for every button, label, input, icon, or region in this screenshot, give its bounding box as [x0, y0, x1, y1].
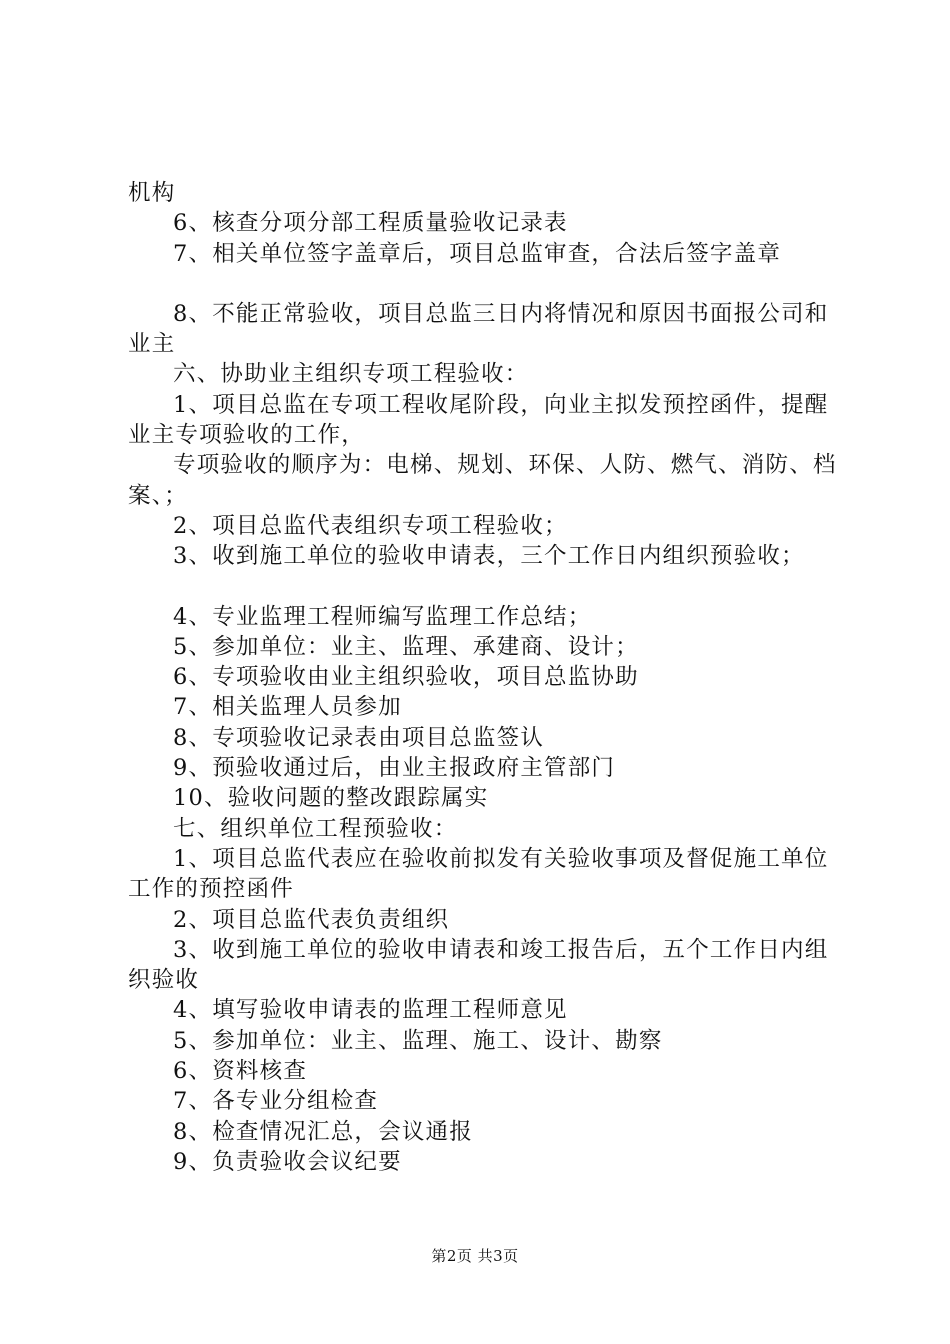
paragraph: 3、收到施工单位的验收申请表，三个工作日内组织预验收；: [173, 543, 805, 570]
paragraph: 2、项目总监代表负责组织: [173, 906, 450, 933]
paragraph: 1、项目总监在专项工程收尾阶段，向业主拟发预控函件，提醒业主专项验收的工作，: [128, 391, 829, 449]
paragraph: 2、项目总监代表组织专项工程验收；: [173, 512, 568, 539]
paragraph-spacer: [128, 572, 840, 602]
paragraph: 7、相关监理人员参加: [173, 694, 402, 721]
paragraph: 专项验收的顺序为：电梯、规划、环保、人防、燃气、消防、档案、；: [128, 452, 837, 509]
paragraph: 9、负责验收会议纪要: [173, 1148, 402, 1175]
paragraph: 3、收到施工单位的验收申请表和竣工报告后，五个工作日内组织验收: [128, 936, 829, 994]
paragraph: 8、检查情况汇总，会议通报: [173, 1118, 473, 1145]
paragraph: 8、专项验收记录表由项目总监签认: [173, 724, 545, 751]
paragraph: 7、相关单位签字盖章后，项目总监审查，合法后签字盖章: [173, 240, 782, 267]
paragraph: 6、资料核查: [173, 1058, 308, 1085]
paragraph: 6、专项验收由业主组织验收，项目总监协助: [173, 664, 639, 691]
paragraph: 4、填写验收申请表的监理工程师意见: [173, 997, 568, 1024]
paragraph: 5、参加单位：业主、监理、施工、设计、勘察: [173, 1027, 663, 1054]
paragraph: 5、参加单位：业主、监理、承建商、设计；: [173, 633, 639, 660]
paragraph: 6、核查分项分部工程质量验收记录表: [173, 210, 568, 237]
paragraph: 7、各专业分组检查: [173, 1088, 379, 1115]
page-footer: 第2页 共3页: [431, 1247, 519, 1265]
paragraph: 9、预验收通过后，由业主报政府主管部门: [173, 755, 616, 782]
paragraph: 1、项目总监代表应在验收前拟发有关验收事项及督促施工单位工作的预控函件: [128, 845, 829, 903]
paragraph: 4、专业监理工程师编写监理工作总结；: [173, 603, 592, 630]
paragraph: 机构: [128, 180, 176, 206]
paragraph: 8、不能正常验收，项目总监三日内将情况和原因书面报公司和业主: [128, 300, 829, 358]
paragraph: 10、验收问题的整改跟踪属实: [173, 785, 489, 812]
paragraph: 七、组织单位工程预验收：: [173, 815, 458, 842]
paragraph-spacer: [128, 269, 840, 299]
paragraph: 六、协助业主组织专项工程验收：: [173, 361, 529, 388]
document-body: [128, 178, 840, 1177]
